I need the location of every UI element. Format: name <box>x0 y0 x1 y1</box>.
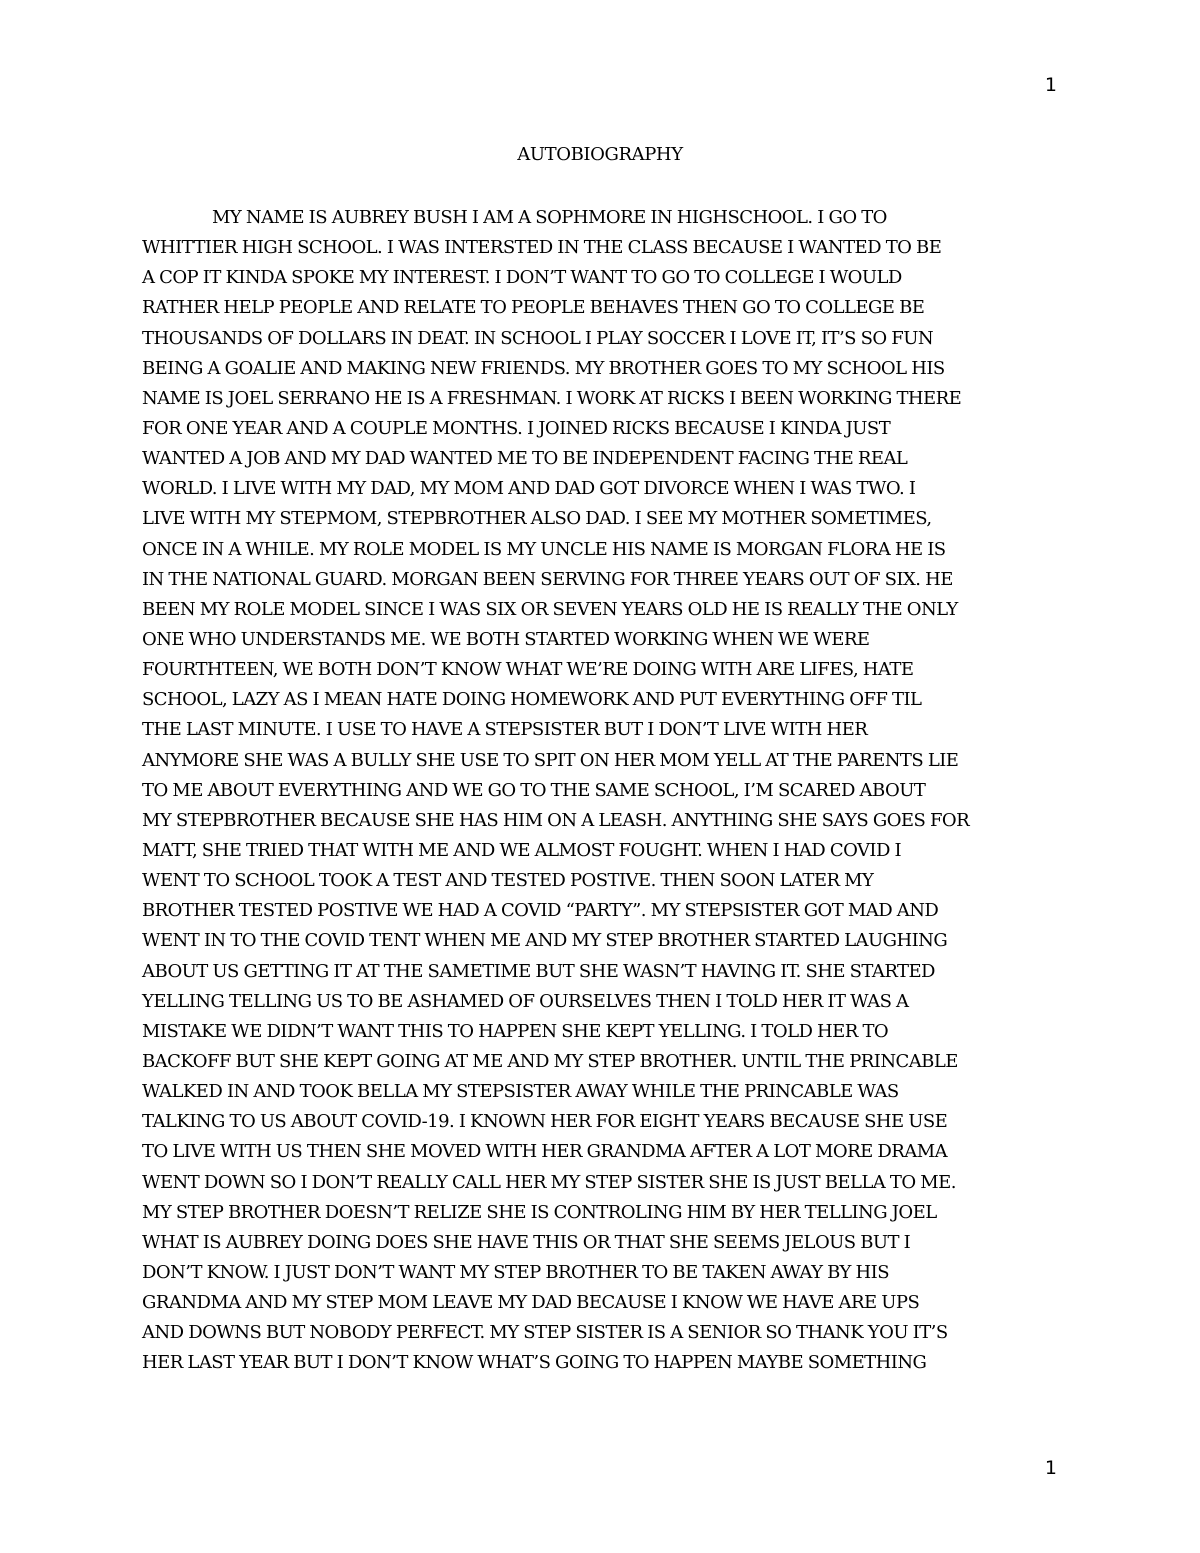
body-line: THOUSANDS OF DOLLARS IN DEAT. IN SCHOOL I PLAY SOCCER I LOVE IT, IT’S SO FUN <box>142 327 934 349</box>
body-line: YELLING TELLING US TO BE ASHAMED OF OURSELVES THEN I TOLD HER IT WAS A <box>142 990 909 1012</box>
body-line: ONCE IN A WHILE. MY ROLE MODEL IS MY UNCLE HIS NAME IS MORGAN FLORA HE IS <box>142 538 946 560</box>
body-line: DON’T KNOW. I JUST DON’T WANT MY STEP BROTHER TO BE TAKEN AWAY BY HIS <box>142 1261 889 1283</box>
body-line: SCHOOL, LAZY AS I MEAN HATE DOING HOMEWORK AND PUT EVERYTHING OFF TIL <box>142 689 922 711</box>
body-line: HER LAST YEAR BUT I DON’T KNOW WHAT’S GOING TO HAPPEN MAYBE SOMETHING <box>142 1352 927 1374</box>
body-line: NAME IS JOEL SERRANO HE IS A FRESHMAN. I WORK AT RICKS I BEEN WORKING THERE <box>142 387 962 409</box>
body-line: IN THE NATIONAL GUARD. MORGAN BEEN SERVING FOR THREE YEARS OUT OF SIX. HE <box>142 568 953 590</box>
body-line: THE LAST MINUTE. I USE TO HAVE A STEPSISTER BUT I DON’T LIVE WITH HER <box>142 719 868 741</box>
body-line: ABOUT US GETTING IT AT THE SAMETIME BUT SHE WASN’T HAVING IT. SHE STARTED <box>142 960 935 982</box>
body-line: AND DOWNS BUT NOBODY PERFECT. MY STEP SISTER IS A SENIOR SO THANK YOU IT’S <box>142 1322 948 1344</box>
header-page-number: 1 <box>1044 74 1057 96</box>
body-line: GRANDMA AND MY STEP MOM LEAVE MY DAD BECAUSE I KNOW WE HAVE ARE UPS <box>142 1292 920 1314</box>
body-line: BACKOFF BUT SHE KEPT GOING AT ME AND MY STEP BROTHER. UNTIL THE PRINCABLE <box>142 1050 958 1072</box>
body-line: ONE WHO UNDERSTANDS ME. WE BOTH STARTED WORKING WHEN WE WERE <box>142 628 870 650</box>
body-line: WHAT IS AUBREY DOING DOES SHE HAVE THIS OR THAT SHE SEEMS JELOUS BUT I <box>142 1231 911 1253</box>
body-line: BROTHER TESTED POSTIVE WE HAD A COVID “PARTY”. MY STEPSISTER GOT MAD AND <box>142 900 939 922</box>
body-line: BEEN MY ROLE MODEL SINCE I WAS SIX OR SEVEN YEARS OLD HE IS REALLY THE ONLY <box>142 598 958 620</box>
body-line: MY STEPBROTHER BECAUSE SHE HAS HIM ON A LEASH. ANYTHING SHE SAYS GOES FOR <box>142 809 970 831</box>
body-line: MATT, SHE TRIED THAT WITH ME AND WE ALMOST FOUGHT. WHEN I HAD COVID I <box>142 839 902 861</box>
body-line: WENT DOWN SO I DON’T REALLY CALL HER MY STEP SISTER SHE IS JUST BELLA TO ME. <box>142 1171 956 1193</box>
body-line: WALKED IN AND TOOK BELLA MY STEPSISTER AWAY WHILE THE PRINCABLE WAS <box>142 1081 899 1103</box>
body-line: WANTED A JOB AND MY DAD WANTED ME TO BE INDEPENDENT FACING THE REAL <box>142 448 908 470</box>
body-line: BEING A GOALIE AND MAKING NEW FRIENDS. MY BROTHER GOES TO MY SCHOOL HIS <box>142 357 945 379</box>
body-line: MISTAKE WE DIDN’T WANT THIS TO HAPPEN SHE KEPT YELLING. I TOLD HER TO <box>142 1020 889 1042</box>
body-line: ANYMORE SHE WAS A BULLY SHE USE TO SPIT ON HER MOM YELL AT THE PARENTS LIE <box>142 749 959 771</box>
body-line: MY STEP BROTHER DOESN’T RELIZE SHE IS CONTROLING HIM BY HER TELLING JOEL <box>142 1201 937 1223</box>
body-line: RATHER HELP PEOPLE AND RELATE TO PEOPLE BEHAVES THEN GO TO COLLEGE BE <box>142 297 925 319</box>
body-line: WHITTIER HIGH SCHOOL. I WAS INTERSTED IN THE CLASS BECAUSE I WANTED TO BE <box>142 237 942 259</box>
body-line: WENT IN TO THE COVID TENT WHEN ME AND MY STEP BROTHER STARTED LAUGHING <box>142 930 948 952</box>
body-line: A COP IT KINDA SPOKE MY INTEREST. I DON’T WANT TO GO TO COLLEGE I WOULD <box>142 267 902 289</box>
document-body <box>142 203 1062 1378</box>
footer-page-number: 1 <box>1044 1457 1057 1479</box>
body-line: TO LIVE WITH US THEN SHE MOVED WITH HER GRANDMA AFTER A LOT MORE DRAMA <box>142 1141 948 1163</box>
body-line: FOURTHTEEN, WE BOTH DON’T KNOW WHAT WE’RE DOING WITH ARE LIFES, HATE <box>142 659 914 681</box>
body-line: WENT TO SCHOOL TOOK A TEST AND TESTED POSTIVE. THEN SOON LATER MY <box>142 870 874 892</box>
body-line: TO ME ABOUT EVERYTHING AND WE GO TO THE SAME SCHOOL, I’M SCARED ABOUT <box>142 779 926 801</box>
body-line: MY NAME IS AUBREY BUSH I AM A SOPHMORE IN HIGHSCHOOL. I GO TO <box>212 207 887 228</box>
body-line: WORLD. I LIVE WITH MY DAD, MY MOM AND DAD GOT DIVORCE WHEN I WAS TWO. I <box>142 478 916 500</box>
body-line: LIVE WITH MY STEPMOM, STEPBROTHER ALSO DAD. I SEE MY MOTHER SOMETIMES, <box>142 508 932 530</box>
body-line: FOR ONE YEAR AND A COUPLE MONTHS. I JOINED RICKS BECAUSE I KINDA JUST <box>142 417 891 439</box>
document-title: AUTOBIOGRAPHY <box>517 144 683 165</box>
body-line: TALKING TO US ABOUT COVID-19. I KNOWN HER FOR EIGHT YEARS BECAUSE SHE USE <box>142 1111 948 1133</box>
